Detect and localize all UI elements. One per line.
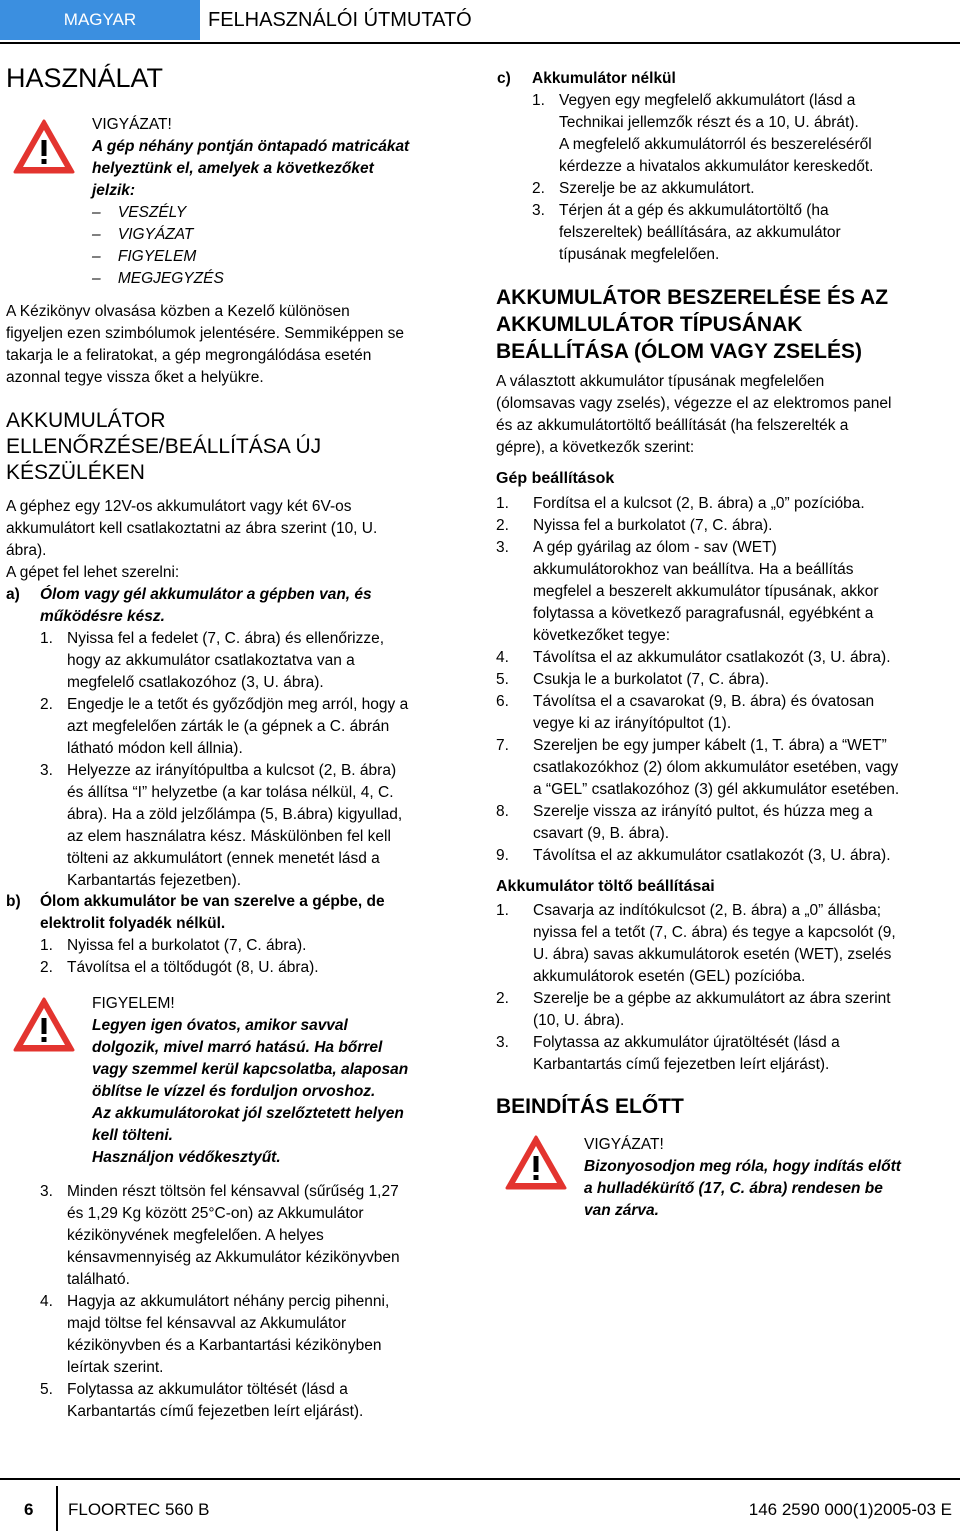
text-line: megfelel a beszerelt akkumulátor típusának, akkor [533, 583, 879, 600]
text-line: az elem használatra kész. Máskülönben fel kell [67, 828, 391, 845]
language-tab: MAGYAR [0, 0, 200, 40]
text-line: Hagyja az akkumulátort néhány percig pihenni, [67, 1293, 390, 1310]
list-item [532, 90, 952, 178]
heading-line: AKKUMULÁTOR BESZERELÉSE ÉS AZ [496, 286, 889, 309]
item-number: 1. [532, 92, 545, 109]
intro-paragraph [6, 301, 466, 389]
text-line: akkumulátorokhoz van beállítva. Ha a beállítás [533, 561, 854, 578]
text-line: A Kézikönyv olvasása közben a Kezelő különösen [6, 303, 350, 320]
footer-rule [0, 1478, 960, 1480]
item-number: 2. [496, 990, 509, 1007]
footer-divider [56, 1486, 58, 1531]
charger-settings-heading: Akkumulátor töltő beállításai [496, 878, 715, 895]
text-line: Nyissa fel a burkolatot (7, C. ábra). [67, 937, 307, 954]
text-line: Minden részt töltsön fel kénsavval (sűrűség 1,27 [67, 1183, 399, 1200]
text-line: megfelelő csatlakozóhoz (3, U. ábra). [67, 674, 324, 691]
text-line: figyeljen ezen szimbólumok jelentésére. Semmiképpen se [6, 325, 405, 342]
text-line: Távolítsa el a csavarokat (9, B. ábra) és óvatosan [533, 693, 875, 710]
text-line: Technikai jellemzők részt és a 10, U. ábrát). [559, 114, 859, 131]
heading-line: ELLENŐRZÉSE/BEÁLLÍTÁSA ÚJ [6, 435, 322, 458]
item-number: 1. [496, 495, 509, 512]
item-number: 3. [496, 539, 509, 556]
item-number: 7. [496, 737, 509, 754]
text-line: Karbantartás fejezetben). [67, 872, 242, 889]
item-number: 4. [496, 649, 509, 666]
text-line: kézikönyvének megfelelően. A helyes [67, 1227, 324, 1244]
text-line: csavart (9, B. ábra). [533, 825, 670, 842]
text-line: Helyezze az irányítópultba a kulcsot (2, B. ábra) [67, 762, 397, 779]
list-item [496, 691, 956, 735]
item-number: 2. [40, 696, 53, 713]
text-line: Az akkumulátorokat jól szelőztetett helyen [92, 1105, 404, 1122]
text-line: tölteni az akkumulátort (ennek menetét lásd a [67, 850, 380, 867]
warning-label: FIGYELEM! [92, 995, 175, 1012]
warning-box [92, 993, 472, 1169]
item-number: 2. [496, 517, 509, 534]
text-line: a hulladékürítő (17, C. ábra) rendesen be [584, 1180, 883, 1197]
list-item [40, 935, 480, 957]
text-line: Vegyen egy megfelelő akkumulátort (lásd a [559, 92, 856, 109]
option-a-steps [40, 628, 480, 892]
text-line: Fordítsa el a kulcsot (2, B. ábra) a „0” pozícióba. [533, 495, 865, 512]
list-item [496, 801, 956, 845]
warning-triangle-icon [12, 118, 76, 176]
section-heading: HASZNÁLAT [6, 63, 164, 93]
list-item [40, 628, 480, 694]
text-line: Karbantartás című fejezetben leírt eljárást). [67, 1403, 364, 1420]
option-b-steps-continued [40, 1181, 480, 1423]
list-item [496, 515, 956, 537]
text-line: Csukja le a burkolatot (7, C. ábra). [533, 671, 770, 688]
item-number: 5. [496, 671, 509, 688]
text-line: Távolítsa el az akkumulátor csatlakozót (3, U. ábra). [533, 649, 891, 666]
battery-check-heading [6, 408, 476, 486]
battery-paragraph [6, 496, 476, 584]
list-item [496, 493, 956, 515]
caution-line: jelzik: [92, 182, 136, 199]
item-number: 4. [40, 1293, 53, 1310]
text-line: Térjen át a gép és akkumulátortöltő (ha [559, 202, 829, 219]
heading-line: KÉSZÜLÉKEN [6, 461, 145, 484]
caution-line: helyeztünk el, amelyek a következőket [92, 160, 374, 177]
item-number: 2. [532, 180, 545, 197]
text-line: Távolítsa el az akkumulátor csatlakozót (3, U. ábra). [533, 847, 891, 864]
list-item [496, 735, 956, 801]
text-line: a “GEL” csatlakozóhoz (3) gél akkumulátor esetében. [533, 781, 900, 798]
text-line: azt megfelelően zárták le (a gépnek a C. ábrán [67, 718, 390, 735]
item-number: 6. [496, 693, 509, 710]
caution-item: – VESZÉLY [92, 204, 187, 221]
text-line: gépre), a következők szerint: [496, 439, 695, 456]
page-number: 6 [24, 1500, 34, 1519]
text-line: kénsavmennyiség az Akkumulátor kézikönyvben [67, 1249, 400, 1266]
option-b-steps [40, 935, 480, 979]
text-line: működésre kész. [40, 608, 165, 625]
text-line: felszereltek) beállítására, az akkumulátor [559, 224, 841, 241]
caution-item: – VIGYÁZAT [92, 226, 194, 243]
text-line: típusának megfelelően. [559, 246, 720, 263]
text-line: csatlakozókhoz (2) ólom akkumulátor esetében, vagy [533, 759, 899, 776]
text-line: Szereljen be egy jumper kábelt (1, T. ábra) a “WET” [533, 737, 887, 754]
caution-item: – FIGYELEM [92, 248, 197, 265]
heading-line: BEÁLLÍTÁSA (ÓLOM VAGY ZSELÉS) [496, 340, 862, 363]
option-a-text [40, 584, 480, 628]
list-item [40, 760, 480, 892]
text-line: A gép gyárilag az ólom - sav (WET) [533, 539, 777, 556]
list-item [40, 1181, 480, 1291]
text-line: vegye ki az irányítópultot (1). [533, 715, 732, 732]
header-rule [0, 42, 960, 44]
heading-line: AKKUMLULÁTOR TÍPUSÁNAK [496, 313, 803, 336]
option-c-label: c) [497, 70, 511, 87]
text-line: leírtak szerint. [67, 1359, 164, 1376]
text-line: Karbantartás című fejezetben leírt eljárást). [533, 1056, 830, 1073]
text-line: Szerelje be a gépbe az akkumulátort az ábra szerint [533, 990, 891, 1007]
warning-triangle-icon [12, 996, 76, 1054]
text-line: dolgozik, mivel marró hatású. Ha bőrrel [92, 1039, 383, 1056]
text-line: A megfelelő akkumulátorról és beszereléséről [559, 136, 872, 153]
text-line: és 1,29 Kg között 25°C-on) az Akkumulátor [67, 1205, 364, 1222]
list-item [496, 1032, 956, 1076]
machine-settings-steps [496, 493, 956, 867]
option-c [532, 68, 952, 266]
option-c-text: Akkumulátor nélkül [532, 70, 676, 87]
item-number: 3. [40, 762, 53, 779]
text-line: azonnal tegye vissza őket a helyükre. [6, 369, 264, 386]
item-number: 8. [496, 803, 509, 820]
document-title: FELHASZNÁLÓI ÚTMUTATÓ [208, 9, 472, 31]
text-line: ábra). [6, 542, 47, 559]
list-item [496, 900, 956, 988]
caution-label: VIGYÁZAT! [584, 1136, 664, 1153]
caution-item: – MEGJEGYZÉS [92, 270, 224, 287]
text-line: látható módon kell állnia). [67, 740, 243, 757]
list-item [40, 1379, 480, 1423]
text-line: Használjon védőkesztyűt. [92, 1149, 281, 1166]
item-number: 1. [40, 630, 53, 647]
text-line: Szerelje vissza az irányító pultot, és húzza meg a [533, 803, 873, 820]
charger-settings-steps [496, 900, 956, 1076]
text-line: elektrolit folyadék nélkül. [40, 915, 226, 932]
text-line: Nyissa fel a fedelet (7, C. ábra) és ellenőrizze, [67, 630, 385, 647]
text-line: ábra). Ha a zöld jelzőlámpa (5, B.ábra) kigyullad, [67, 806, 403, 823]
text-line: A gépet fel lehet szerelni: [6, 564, 180, 581]
text-line: takarja le a feliratokat, a gép megrongálódása esetén [6, 347, 372, 364]
option-b-text [40, 891, 480, 935]
text-line: és az akkumulátortöltő beállítását (ha felszerelték a [496, 417, 849, 434]
option-b-label: b) [6, 893, 21, 910]
before-start-caution [584, 1134, 954, 1222]
text-line: U. ábra) savas akkumulátorok esetén (WET), zselés [533, 946, 892, 963]
text-line: hogy az akkumulátor csatlakoztatva van a [67, 652, 355, 669]
text-line: található. [67, 1271, 130, 1288]
text-line: Legyen igen óvatos, amikor savval [92, 1017, 348, 1034]
machine-settings-heading: Gép beállítások [496, 470, 615, 487]
text-line: van zárva. [584, 1202, 659, 1219]
text-line: Folytassa az akkumulátor újratöltését (lásd a [533, 1034, 840, 1051]
item-number: 3. [532, 202, 545, 219]
text-line: következőket tegye: [533, 627, 670, 644]
text-line: nyissa fel a tetőt (7, C. ábra) és tegye a kapcsolót (9, [533, 924, 896, 941]
text-line: kézikönyvben és a Karbantartási kézikönyben [67, 1337, 382, 1354]
text-line: Ólom akkumulátor be van szerelve a gépbe, de [40, 893, 385, 910]
list-item [40, 1291, 480, 1379]
list-item [532, 200, 952, 266]
caution-line: A gép néhány pontján öntapadó matricákat [92, 138, 410, 155]
text-line: akkumulátorok esetén (GEL) pozícióba. [533, 968, 806, 985]
list-item [40, 694, 480, 760]
text-line: majd töltse fel kénsavval az Akkumulátor [67, 1315, 347, 1332]
list-item [496, 669, 956, 691]
before-start-heading: BEINDÍTÁS ELŐTT [496, 1095, 684, 1118]
item-number: 3. [40, 1183, 53, 1200]
caution-box [92, 114, 472, 290]
text-line: és állítsa “I” helyzetbe (a kar tolása nélkül, 4, C. [67, 784, 394, 801]
text-line: Távolítsa el a töltődugót (8, U. ábra). [67, 959, 319, 976]
list-item [496, 988, 956, 1032]
item-number: 2. [40, 959, 53, 976]
heading-line: AKKUMULÁTOR [6, 409, 166, 432]
text-line: Szerelje be az akkumulátort. [559, 180, 755, 197]
list-item [532, 178, 952, 200]
text-line: Nyissa fel a burkolatot (7, C. ábra). [533, 517, 773, 534]
item-number: 3. [496, 1034, 509, 1051]
text-line: A géphez egy 12V-os akkumulátort vagy két 6V-os [6, 498, 352, 515]
text-line: Folytassa az akkumulátor töltését (lásd a [67, 1381, 348, 1398]
text-line: Csavarja az indítókulcsot (2, B. ábra) a „0” állásba; [533, 902, 882, 919]
list-item [496, 845, 956, 867]
model-name: FLOORTEC 560 B [68, 1500, 210, 1519]
item-number: 9. [496, 847, 509, 864]
text-line: folytassa a következő paragrafusnál, egyébként a [533, 605, 874, 622]
warning-triangle-icon [504, 1134, 568, 1192]
text-line: Ólom vagy gél akkumulátor a gépben van, és [40, 586, 372, 603]
text-line: akkumulátort kell csatlakoztatni az ábra szerint (10, U. [6, 520, 378, 537]
text-line: A választott akkumulátor típusának megfelelően [496, 373, 825, 390]
document-code: 146 2590 000(1)2005-03 E [748, 1500, 952, 1519]
option-a-label: a) [6, 586, 20, 603]
item-number: 5. [40, 1381, 53, 1398]
list-item [40, 957, 480, 979]
text-line: kérdezze a hivatalos akkumulátor kereskedőt. [559, 158, 874, 175]
battery-install-heading [496, 284, 956, 365]
item-number: 1. [496, 902, 509, 919]
text-line: (10, U. ábra). [533, 1012, 625, 1029]
text-line: öblítse le vízzel és forduljon orvoshoz. [92, 1083, 376, 1100]
left-column [6, 62, 163, 94]
caution-label: VIGYÁZAT! [92, 116, 172, 133]
battery-install-paragraph [496, 371, 956, 459]
text-line: vagy szemmel kerül kapcsolatba, alaposan [92, 1061, 409, 1078]
text-line: Bizonyosodjon meg róla, hogy indítás előtt [584, 1158, 901, 1175]
text-line: kell tölteni. [92, 1127, 173, 1144]
list-item [496, 537, 956, 647]
list-item [496, 647, 956, 669]
text-line: (ólomsavas vagy zselés), végezze el az elektromos panel [496, 395, 892, 412]
text-line: Engedje le a tetőt és győződjön meg arról, hogy a [67, 696, 409, 713]
item-number: 1. [40, 937, 53, 954]
